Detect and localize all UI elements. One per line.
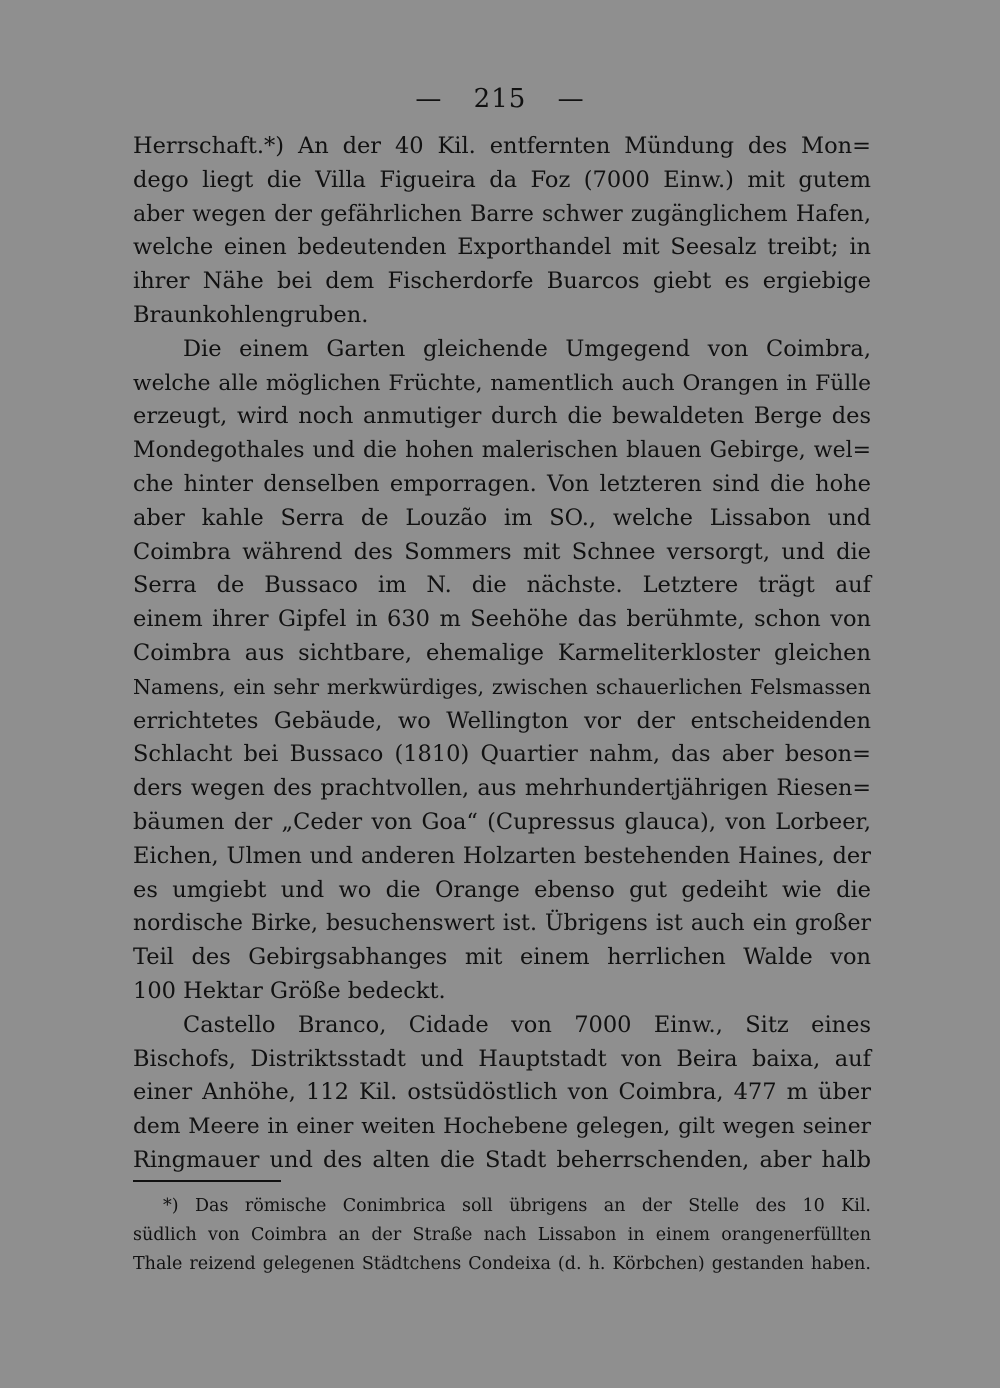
text-line: es umgiebt und wo die Orange ebenso gut gedeiht wie die [133,876,871,903]
footnote-line: südlich von Coimbra an der Straße nach Lissabon in einem orangenerfüllten [133,1225,871,1245]
text-line: Eichen, Ulmen und anderen Holzarten bestehenden Haines, der [133,842,871,869]
text-line: einer Anhöhe, 112 Kil. ostsüdöstlich von Coimbra, 477 m über [133,1079,871,1106]
text-line: nordische Birke, besuchenswert ist. Übrigens ist auch ein großer [133,911,871,937]
text-line: Braunkohlengruben. [133,301,369,328]
text-line: Serra de Bussaco im N. die nächste. Letztere trägt auf [133,572,871,599]
text-line: bäumen der „Ceder von Goa“ (Cupressus glauca), von Lorbeer, [133,808,871,835]
text-line: Mondegothales und die hohen malerischen blauen Gebirge, wel= [133,438,871,464]
text-line: Schlacht bei Bussaco (1810) Quartier nahm, das aber beson= [133,741,871,768]
text-line: Namens, ein sehr merkwürdiges, zwischen schauerlichen Felsmassen [133,674,871,699]
text-line: Teil des Gebirgsabhanges mit einem herrlichen Walde von [133,944,871,971]
text-line: welche alle möglichen Früchte, namentlich auch Orangen in Fülle [133,370,871,396]
text-line: dem Meere in einer weiten Hochebene gelegen, gilt wegen seiner [133,1114,871,1140]
page-number-dash-left: — [415,84,443,114]
text-line: Coimbra aus sichtbare, ehemalige Karmeliterkloster gleichen [133,639,871,666]
text-line: aber kahle Serra de Louzão im SO., welche Lissabon und [133,504,871,531]
text-line: errichtetes Gebäude, wo Wellington vor der entscheidenden [133,707,871,734]
text-line: che hinter denselben emporragen. Von letzteren sind die hohe [133,470,871,497]
text-line: Coimbra während des Sommers mit Schnee versorgt, und die [133,538,871,565]
text-line: erzeugt, wird noch anmutiger durch die bewaldeten Berge des [133,403,871,430]
text-line: dego liegt die Villa Figueira da Foz (7000 Einw.) mit gutem [133,166,871,193]
text-line: Herrschaft.*) An der 40 Kil. entfernten Mündung des Mon= [133,133,871,159]
footnote [133,1192,871,1279]
text-line: welche einen bedeutenden Exporthandel mit Seesalz treibt; in [133,234,871,261]
text-line: Die einem Garten gleichende Umgegend von Coimbra, [183,335,871,362]
page-number-dash-right: — [557,84,585,114]
text-line: Ringmauer und des alten die Stadt beherrschenden, aber halb [133,1146,871,1173]
footnote-line: *) Das römische Conimbrica soll übrigens an der Stelle des 10 Kil. [163,1196,871,1216]
page-number-value: 215 [473,84,527,114]
page-number [0,84,1000,114]
text-line: ders wegen des prachtvollen, aus mehrhundertjährigen Riesen= [133,775,871,802]
text-line: 100 Hektar Größe bedeckt. [133,977,446,1004]
text-line: Bischofs, Distriktsstadt und Hauptstadt von Beira baixa, auf [133,1045,871,1072]
footnote-divider [133,1180,281,1182]
text-line: Castello Branco, Cidade von 7000 Einw., Sitz eines [183,1011,871,1038]
text-line: aber wegen der gefährlichen Barre schwer zugänglichem Hafen, [133,200,871,227]
text-line: einem ihrer Gipfel in 630 m Seehöhe das berühmte, schon von [133,606,871,633]
main-text [133,130,871,1178]
text-line: ihrer Nähe bei dem Fischerdorfe Buarcos giebt es ergiebige [133,268,871,295]
footnote-line: Thale reizend gelegenen Städtchens Condeixa (d. h. Körbchen) gestanden haben. [133,1254,871,1274]
